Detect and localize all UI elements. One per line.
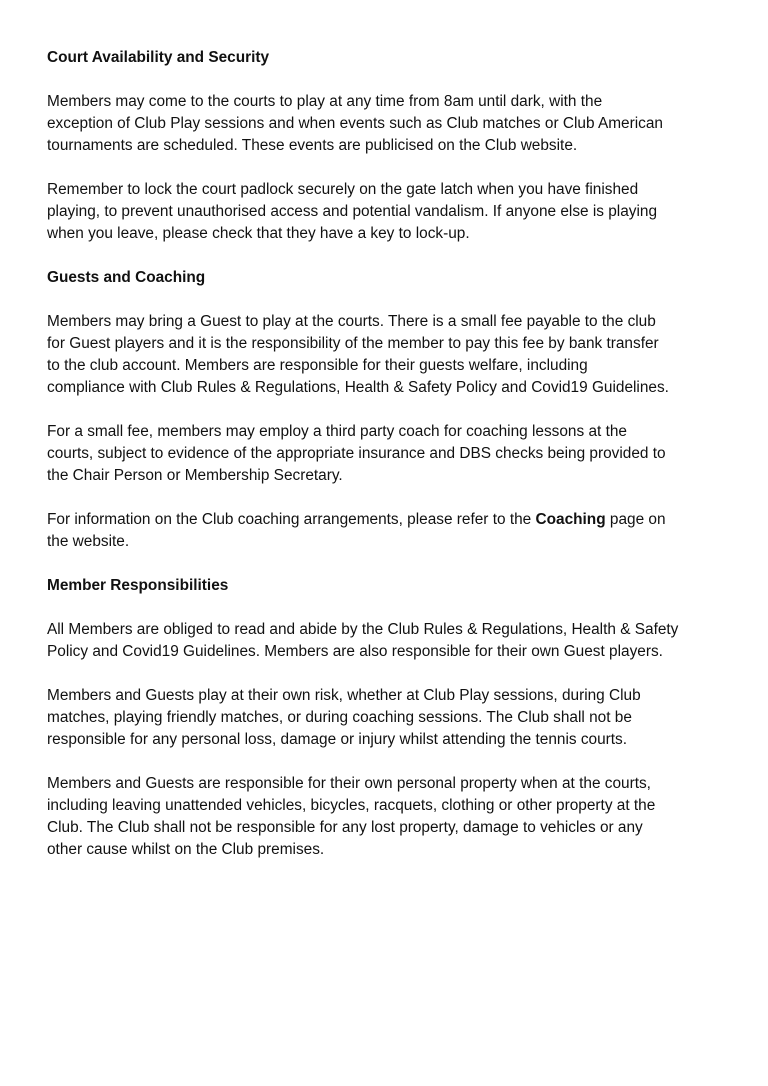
text-line: Club. The Club shall not be responsible for any lost property, damage to vehicles or any — [47, 819, 643, 836]
text-line: All Members are obliged to read and abide by the Club Rules & Regulations, Health & Safety — [47, 621, 679, 638]
section-heading-member-responsibilities: Member Responsibilities — [47, 577, 229, 594]
text-line: responsible for any personal loss, damage or injury whilst attending the tennis courts. — [47, 731, 628, 748]
text-line: when you leave, please check that they have a key to lock-up. — [47, 225, 470, 242]
text-line: matches, playing friendly matches, or during coaching sessions. The Club shall not be — [47, 709, 632, 726]
coaching-page-reference: Coaching — [535, 511, 606, 528]
text-line: the Chair Person or Membership Secretary. — [47, 467, 343, 484]
text-line: Members may come to the courts to play at any time from 8am until dark, with the — [47, 93, 603, 110]
text-line: playing, to prevent unauthorised access and potential vandalism. If anyone else is playing — [47, 203, 658, 220]
text-line: compliance with Club Rules & Regulations, Health & Safety Policy and Covid19 Guidelines. — [47, 379, 669, 396]
text-line: For a small fee, members may employ a third party coach for coaching lessons at the — [47, 423, 627, 440]
text-line: Members may bring a Guest to play at the courts. There is a small fee payable to the club — [47, 313, 656, 330]
paragraph-coaching-info — [47, 509, 737, 553]
text-segment: page on — [605, 511, 666, 528]
paragraph-court-hours — [47, 91, 737, 157]
text-line: other cause whilst on the Club premises. — [47, 841, 325, 858]
text-line: Remember to lock the court padlock securely on the gate latch when you have finished — [47, 181, 639, 198]
paragraph-third-party-coach — [47, 421, 737, 487]
text-line: Members and Guests are responsible for their own personal property when at the courts, — [47, 775, 651, 792]
paragraph-guest-fee — [47, 311, 737, 399]
text-segment: For information on the Club coaching arrangements, please refer to the — [47, 511, 536, 528]
text-line: the website. — [47, 533, 130, 550]
paragraph-padlock — [47, 179, 737, 245]
text-line: Policy and Covid19 Guidelines. Members are also responsible for their own Guest players. — [47, 643, 663, 660]
section-heading-court-availability: Court Availability and Security — [47, 49, 270, 66]
paragraph-obligations — [47, 619, 737, 663]
text-line: exception of Club Play sessions and when events such as Club matches or Club American — [47, 115, 663, 132]
text-line: courts, subject to evidence of the appropriate insurance and DBS checks being provided to — [47, 445, 666, 462]
section-heading-guests-coaching: Guests and Coaching — [47, 269, 206, 286]
text-line: for Guest players and it is the responsibility of the member to pay this fee by bank transfer — [47, 335, 659, 352]
text-line: tournaments are scheduled. These events are publicised on the Club website. — [47, 137, 578, 154]
paragraph-own-risk — [47, 685, 737, 751]
text-line: to the club account. Members are responsible for their guests welfare, including — [47, 357, 588, 374]
text-line — [47, 509, 737, 531]
text-line: including leaving unattended vehicles, bicycles, racquets, clothing or other property at the — [47, 797, 656, 814]
paragraph-personal-property — [47, 773, 737, 861]
text-line: Members and Guests play at their own risk, whether at Club Play sessions, during Club — [47, 687, 641, 704]
document-page — [47, 47, 737, 883]
